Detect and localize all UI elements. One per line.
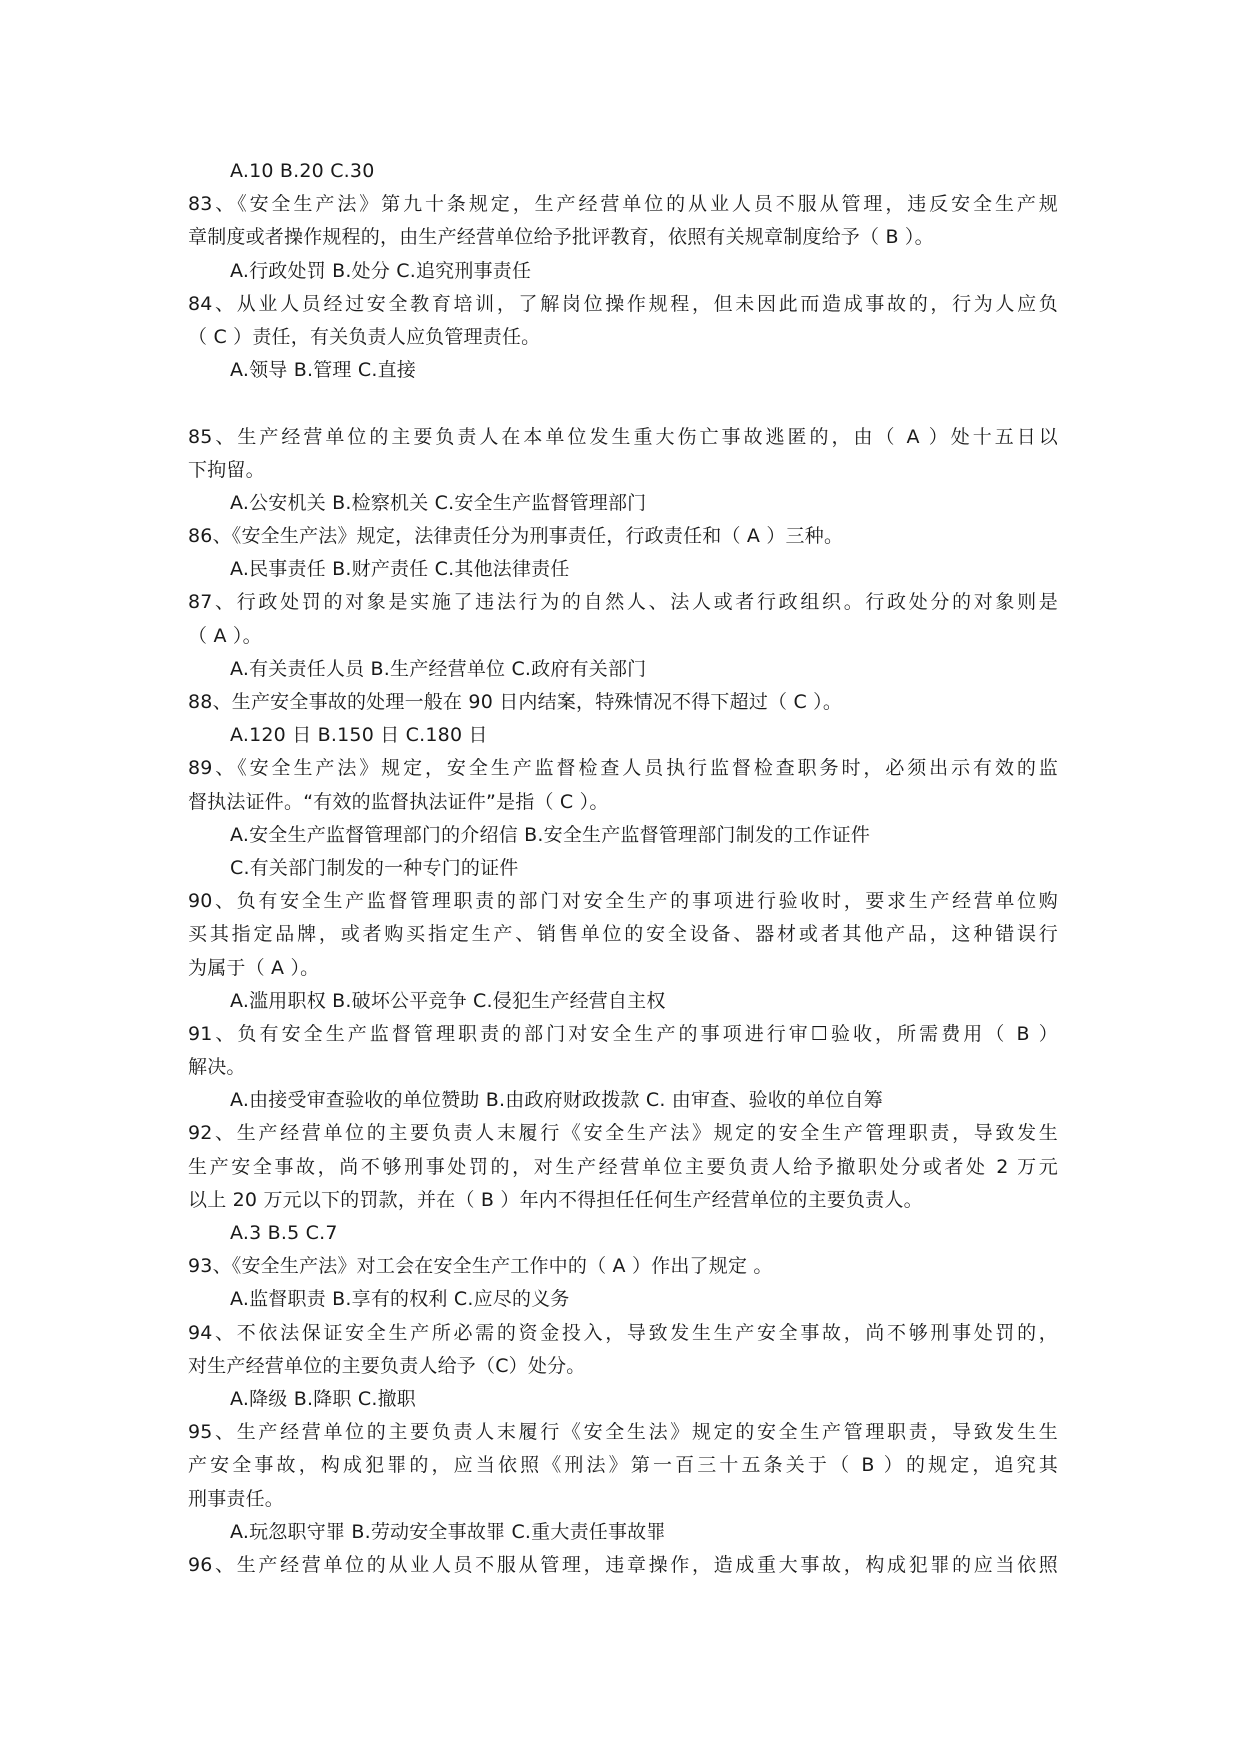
question-text: 刑事责任。	[188, 1487, 285, 1510]
question-text: （ C ）责任，有关负责人应负管理责任。	[188, 325, 541, 348]
question-text: 87、行政处罚的对象是实施了违法行为的自然人、法人或者行政组织。行政处分的对象则是	[188, 591, 1058, 614]
question-text: 92、生产经营单位的主要负责人末履行《安全生产法》规定的安全生产管理职责，导致发生	[188, 1122, 1058, 1145]
question-text: 为属于（ A ）。	[188, 956, 320, 979]
answer-options: A.安全生产监督管理部门的介绍信 B.安全生产监督管理部门制发的工作证件	[230, 823, 871, 846]
blank-line	[188, 387, 1058, 420]
question-text: 93、《安全生产法》对工会在安全生产工作中的（ A ）作出了规定 。	[188, 1255, 773, 1278]
answer-options: A.监督职责 B.享有的权利 C.应尽的义务	[230, 1288, 570, 1311]
question-text: 91、负有安全生产监督管理职责的部门对安全生产的事项进行审☐验收，所需费用（ B ）	[188, 1022, 1058, 1045]
answer-options: A.有关责任人员 B.生产经营单位 C.政府有关部门	[230, 657, 647, 680]
question-text: 以上 20 万元以下的罚款，并在（ B ）年内不得担任任何生产经营单位的主要负责人。	[188, 1188, 923, 1211]
question-text: 88、生产安全事故的处理一般在 90 日内结案，特殊情况不得下超过（ C ）。	[188, 691, 843, 713]
question-text: 95、生产经营单位的主要负责人末履行《安全生法》规定的安全生产管理职责，导致发生生	[188, 1421, 1058, 1444]
question-text: 解决。	[188, 1056, 246, 1079]
question-text: 督执法证件。“有效的监督执法证件”是指（ C ）。	[188, 790, 609, 813]
question-text: 84、从业人员经过安全教育培训，了解岗位操作规程，但未因此而造成事故的，行为人应负	[188, 292, 1058, 315]
question-text: 90、负有安全生产监督管理职责的部门对安全生产的事项进行验收时，要求生产经营单位购	[188, 890, 1058, 913]
answer-options: A.行政处罚 B.处分 C.追究刑事责任	[230, 259, 532, 282]
answer-options: A.10 B.20 C.30	[230, 160, 375, 182]
answer-options: A.公安机关 B.检察机关 C.安全生产监督管理部门	[230, 491, 647, 514]
question-text: 对生产经营单位的主要负责人给予（C）处分。	[188, 1354, 586, 1377]
question-text: 生产安全事故，尚不够刑事处罚的，对生产经营单位主要负责人给予撤职处分或者处 2 万元	[188, 1155, 1058, 1178]
question-text: 章制度或者操作规程的，由生产经营单位给予批评教育，依照有关规章制度给予（ B ）。	[188, 226, 934, 249]
question-text: 83、《安全生产法》第九十条规定，生产经营单位的从业人员不服从管理，违反安全生产规	[188, 193, 1058, 216]
answer-options: A.3 B.5 C.7	[230, 1222, 338, 1244]
question-text: （ A ）。	[188, 624, 262, 647]
question-text: 94、不依法保证安全生产所必需的资金投入，导致发生生产安全事故，尚不够刑事处罚的，	[188, 1321, 1058, 1344]
question-text: 96、生产经营单位的从业人员不服从管理，违章操作，造成重大事故，构成犯罪的应当依照	[188, 1553, 1058, 1576]
question-text: 买其指定品牌，或者购买指定生产、销售单位的安全设备、器材或者其他产品，这种错误行	[188, 923, 1058, 946]
answer-options: A.民事责任 B.财产责任 C.其他法律责任	[230, 558, 570, 581]
answer-options: A.滥用职权 B.破坏公平竞争 C.侵犯生产经营自主权	[230, 989, 666, 1012]
question-text: 产安全事故，构成犯罪的，应当依照《刑法》第一百三十五条关于（ B ）的规定，追究其	[188, 1454, 1058, 1477]
question-text: 86、《安全生产法》规定，法律责任分为刑事责任，行政责任和（ A ）三种。	[188, 525, 844, 548]
question-text: 下拘留。	[188, 458, 265, 481]
document-body	[188, 155, 1058, 1582]
question-text: 89、《安全生产法》规定，安全生产监督检查人员执行监督检查职务时，必须出示有效的监	[188, 757, 1058, 780]
answer-options: A.降级 B.降职 C.撤职	[230, 1387, 416, 1410]
answer-options: A.120 日 B.150 日 C.180 日	[230, 724, 488, 747]
answer-options: A.玩忽职守罪 B.劳动安全事故罪 C.重大责任事故罪	[230, 1520, 666, 1543]
answer-options: C.有关部门制发的一种专门的证件	[230, 856, 519, 879]
answer-options: A.由接受审查验收的单位赞助 B.由政府财政拨款 C. 由审查、验收的单位自筹	[230, 1089, 884, 1112]
answer-options: A.领导 B.管理 C.直接	[230, 359, 416, 382]
question-text: 85、生产经营单位的主要负责人在本单位发生重大伤亡事故逃匿的，由（ A ）处十五日以	[188, 425, 1058, 448]
